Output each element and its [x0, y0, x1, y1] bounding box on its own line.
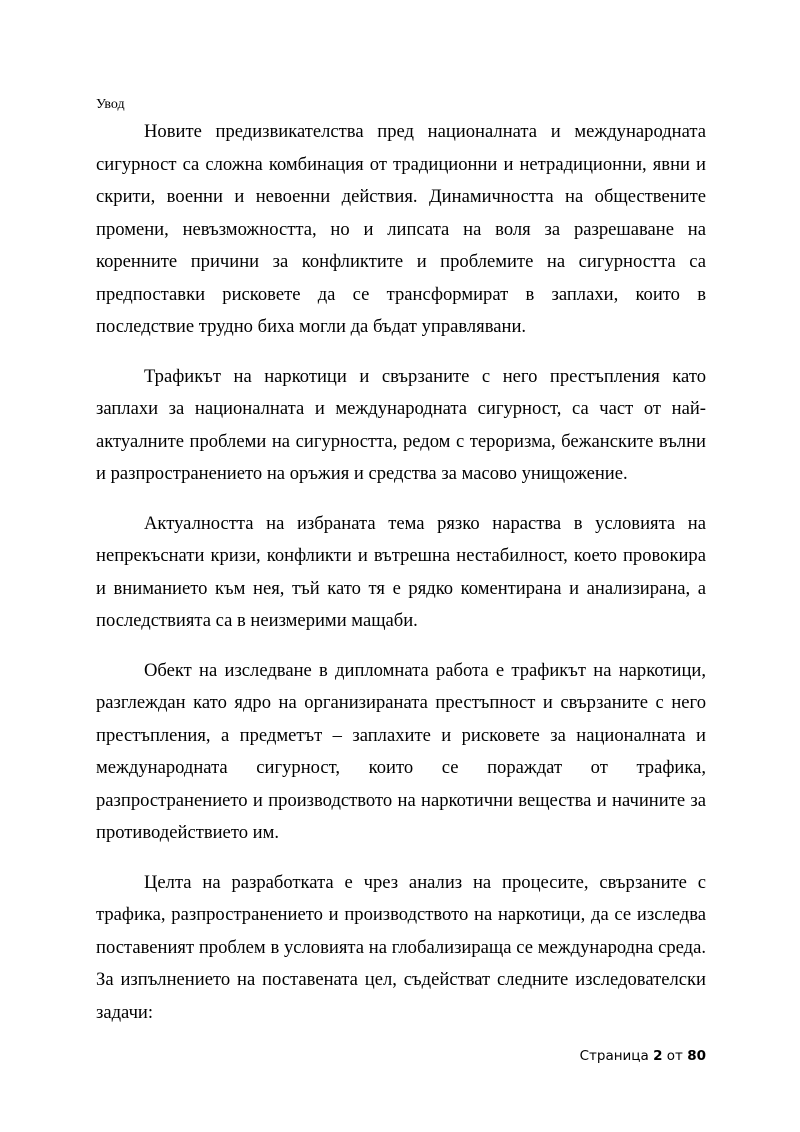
paragraph: Трафикът на наркотици и свързаните с него престъпления като заплахи за националната и международната сигурност, са част от най-актуалните проблеми на сигурността, редом с тероризма, бежанските вълни и разпространението на оръжия и средства за масово унищожение.	[96, 365, 706, 484]
page-number-footer	[580, 1047, 706, 1065]
current-page-number: 2	[653, 1048, 663, 1064]
page-separator: от	[666, 1048, 683, 1064]
document-body	[96, 116, 706, 1046]
page-label: Страница	[579, 1048, 649, 1064]
paragraph: Целта на разработката е чрез анализ на процесите, свързаните с трафика, разпространението и производството на наркотици, да се изследва поставеният проблем в условията на глобализираща се международна среда. За изпълнението на поставената цел, съдействат следните изследователски задачи:	[96, 871, 706, 1023]
paragraph: Актуалността на избраната тема рязко нараства в условията на непрекъснати кризи, конфликти и вътрешна нестабилност, което провокира и вниманието към нея, тъй като тя е рядко коментирана и анализирана, а последствията са в неизмерими мащаби.	[96, 512, 706, 631]
total-pages-number: 80	[687, 1048, 706, 1064]
paragraph: Новите предизвикателства пред националната и международната сигурност са сложна комбинация от традиционни и нетрадиционни, явни и скрити, военни и невоенни действия. Динамичността на обществените промени, невъзможността, но и липсата на воля за разрешаване на коренните причини за конфликтите и проблемите на сигурността са предпоставки рисковете да се трансформират в заплахи, които в последствие трудно биха могли да бъдат управлявани.	[96, 121, 706, 337]
section-heading: Увод	[96, 97, 125, 112]
paragraph: Обект на изследване в дипломната работа е трафикът на наркотици, разглеждан като ядро на организираната престъпност и свързаните с него престъпления, а предметът – заплахите и рисковете за националната и международната сигурност, които се пораждат от трафика, разпространението и производството на наркотични вещества и начините за противодействието им.	[96, 659, 706, 843]
